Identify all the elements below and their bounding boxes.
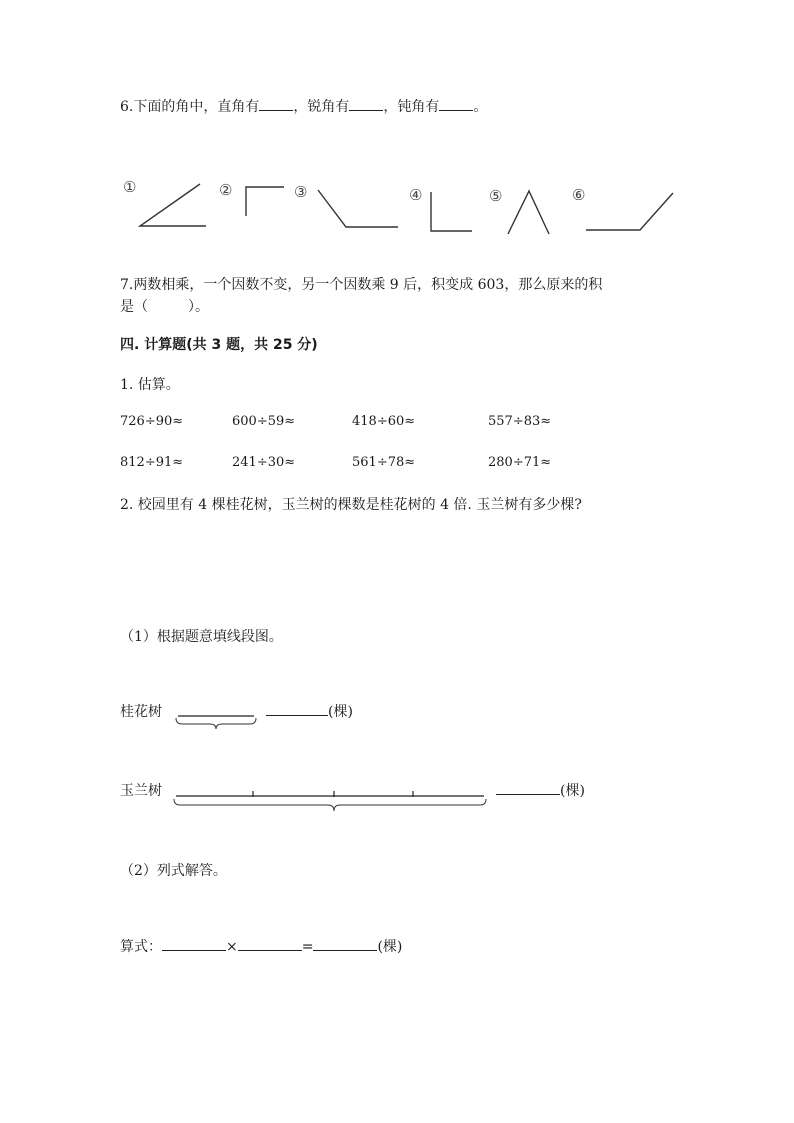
osmanthus-count-blank[interactable] bbox=[266, 701, 328, 716]
q7-line2-a: 是（ bbox=[120, 299, 148, 315]
angle-1-label: ① bbox=[123, 178, 137, 196]
calc1-r2c4: 280÷71≈ bbox=[488, 455, 552, 470]
q6-text-d: 。 bbox=[473, 99, 488, 115]
magnolia-count-blank[interactable] bbox=[496, 780, 560, 795]
calc1-title: 1. 估算。 bbox=[120, 377, 180, 393]
acute-angle-answer-blank[interactable] bbox=[349, 96, 383, 111]
times-sign: × bbox=[226, 939, 238, 955]
angle-3-obtuse bbox=[318, 190, 398, 227]
angle-2-right bbox=[246, 187, 284, 216]
osmanthus-label: 桂花树 bbox=[120, 704, 162, 720]
calc1-r1c1: 726÷90≈ bbox=[120, 414, 184, 429]
q6-text-a: 下面的角中，直角有 bbox=[133, 99, 260, 115]
calc1-r1c2: 600÷59≈ bbox=[232, 414, 296, 429]
angle-6-obtuse bbox=[586, 193, 673, 230]
angle-2-label: ② bbox=[219, 181, 233, 199]
calc1-r2c1: 812÷91≈ bbox=[120, 455, 184, 470]
q6-text-b: ，锐角有 bbox=[293, 99, 350, 115]
formula-blank-1[interactable] bbox=[162, 936, 226, 951]
q6-text bbox=[120, 96, 487, 116]
obtuse-angle-answer-blank[interactable] bbox=[439, 96, 473, 111]
magnolia-unit: (棵) bbox=[560, 783, 585, 799]
calc2-question: 2. 校园里有 4 棵桂花树，玉兰树的棵数是桂花树的 4 倍. 玉兰树有多少棵? bbox=[120, 497, 582, 513]
calc1-r1c4: 557÷83≈ bbox=[488, 414, 552, 429]
magnolia-label: 玉兰树 bbox=[120, 783, 162, 799]
formula-row bbox=[120, 936, 402, 956]
formula-unit: (棵) bbox=[377, 939, 403, 955]
q6-number: 6. bbox=[120, 99, 134, 115]
formula-label: 算式： bbox=[120, 939, 162, 955]
angle-4-right bbox=[431, 192, 472, 231]
q6-text-c: ，钝角有 bbox=[383, 99, 440, 115]
calc1-r2c3: 561÷78≈ bbox=[352, 455, 416, 470]
angle-3-label: ③ bbox=[294, 183, 308, 201]
q7-line1: 7.两数相乘，一个因数不变，另一个因数乘 9 后，积变成 603，那么原来的积 bbox=[120, 277, 603, 293]
q7-line2-b: ）。 bbox=[188, 299, 209, 315]
angle-4-label: ④ bbox=[409, 186, 423, 204]
calc2-part2: （2）列式解答。 bbox=[120, 863, 227, 879]
formula-blank-2[interactable] bbox=[238, 936, 302, 951]
angle-1-acute bbox=[140, 184, 206, 226]
angles-figure bbox=[110, 172, 690, 242]
calc2-part1: （1）根据题意填线段图。 bbox=[120, 629, 283, 645]
formula-result-blank[interactable] bbox=[313, 936, 377, 951]
right-angle-answer-blank[interactable] bbox=[259, 96, 293, 111]
osmanthus-answer bbox=[266, 701, 353, 721]
calc1-r1c3: 418÷60≈ bbox=[352, 414, 416, 429]
magnolia-answer bbox=[496, 780, 585, 800]
calc1-r2c2: 241÷30≈ bbox=[232, 455, 296, 470]
angle-6-label: ⑥ bbox=[572, 186, 586, 204]
equals-sign: = bbox=[301, 939, 314, 955]
magnolia-segment-diagram bbox=[168, 784, 498, 818]
osmanthus-segment-diagram bbox=[170, 704, 270, 732]
section-heading: 四. 计算题(共 3 题，共 25 分) bbox=[120, 337, 318, 353]
q7-line2 bbox=[120, 296, 209, 316]
osmanthus-unit: (棵) bbox=[328, 704, 353, 720]
angle-5-acute bbox=[508, 191, 549, 234]
angle-5-label: ⑤ bbox=[489, 187, 503, 205]
